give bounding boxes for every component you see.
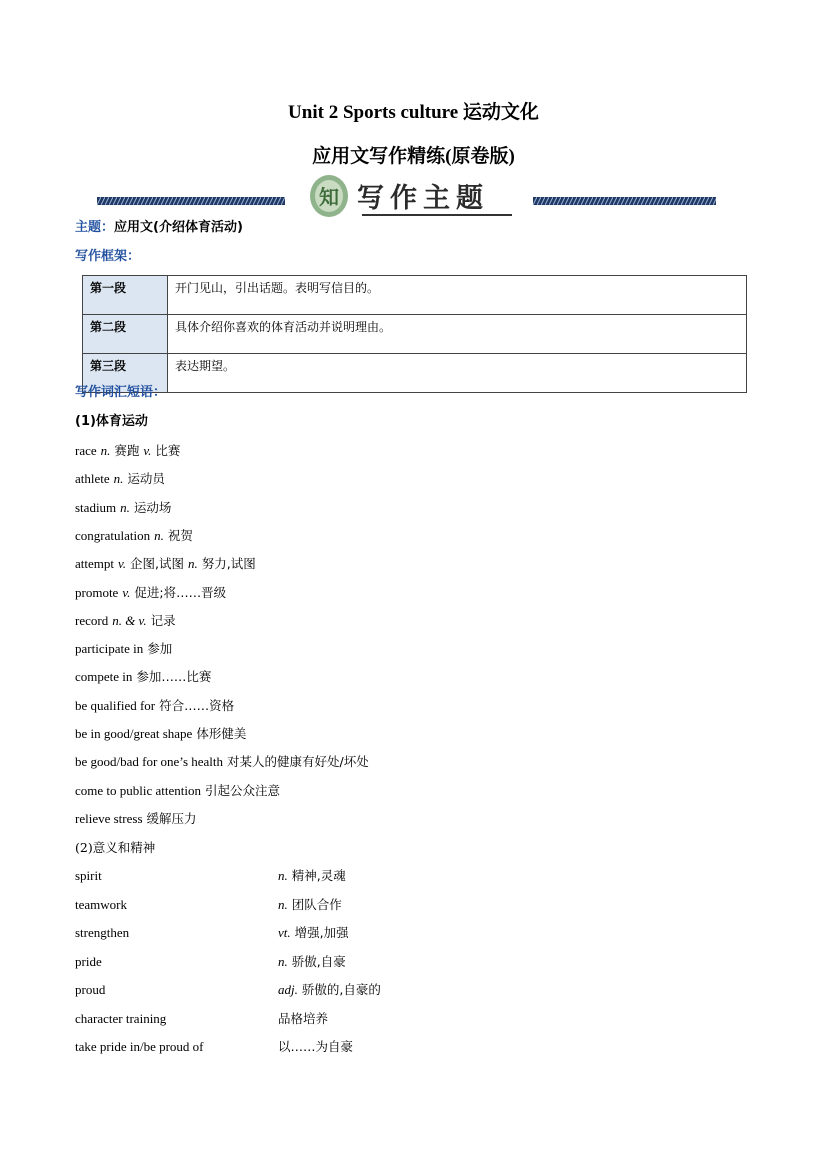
vocab-meaning: 运动员 [127,471,165,487]
list-item [75,811,197,827]
banner-underline [362,214,512,216]
vocab-meaning: 赛跑 [114,443,140,458]
vocab-meaning: 团队合作 [291,896,342,912]
list-item [75,443,180,459]
vocab-word: teamwork [75,896,127,912]
vocab-pos: n. [120,499,130,515]
vocab-definition [278,954,346,970]
banner-badge-text: 知 [319,185,339,209]
vocab-meaning: 骄傲,自豪 [291,953,346,969]
vocab-pos: n. [278,896,288,912]
framework-content: 具体介绍你喜欢的体育活动并说明理由。 [168,315,747,354]
framework-content: 开门见山，引出话题。表明写信目的。 [168,276,747,315]
vocab-heading: 写作词汇短语： [75,385,167,400]
vocab-meaning: 参加 [147,641,173,657]
framework-label: 第二段 [83,315,168,354]
table-row [83,276,747,315]
vocab-meaning: 以……为自豪 [278,1039,354,1054]
banner-title: 写作主题 [357,183,489,214]
vocab-meaning: 记录 [150,612,176,628]
vocab-definition [278,868,346,884]
vocab-pos: v. [143,443,152,458]
vocab-pos: n. [113,471,124,487]
vocab-pos: n. & v. [112,612,147,628]
theme-value: 应用文(介绍体育活动) [114,220,243,235]
list-item [75,1010,329,1027]
vocab-definition [278,1011,328,1027]
banner-badge-icon [308,172,350,222]
list-item [75,585,226,601]
list-item [75,783,280,799]
vocab-word: record [75,612,109,628]
list-item [75,953,346,970]
table-row [83,354,747,393]
vocab-word: take pride in/be proud of [75,1039,204,1054]
vocab-meaning: 骄傲的,自豪的 [301,982,381,997]
banner-stripe-left [97,197,285,205]
list-item [75,613,176,629]
list-item [75,528,193,544]
section2-heading: (2)意义和精神 [75,840,156,855]
list-item [75,726,246,742]
banner-stripe-right [533,197,716,205]
vocab-meaning: 引起公众注意 [204,782,280,798]
theme-line [75,220,243,236]
list-item [75,1039,354,1055]
vocab-pos: n. [278,953,288,969]
vocab-definition [278,925,349,941]
list-item [75,925,349,941]
vocab-word: spirit [75,868,102,883]
vocab-pos: n. [278,868,288,883]
vocab-word: be good/bad for one’s health [75,754,224,770]
vocab-word: congratulation [75,527,151,543]
list-item [75,896,342,913]
vocab-word: stadium [75,499,117,515]
vocab-pos: vt. [278,925,291,940]
list-item [75,471,165,487]
page-subtitle: 应用文写作精练(原卷版) [312,146,515,167]
vocab-meaning: 祝贺 [167,527,193,543]
vocab-pos: v. [122,584,131,600]
vocab-meaning: 比赛 [155,443,181,458]
vocab-word: athlete [75,471,110,487]
list-item [75,556,256,572]
list-item [75,641,172,657]
vocab-meaning: 对某人的健康有好处/坏处 [227,754,369,770]
list-item [75,500,171,516]
vocab-word: attempt [75,556,114,572]
vocab-word: compete in [75,669,133,685]
framework-table [82,275,747,393]
list-item [75,669,211,685]
vocab-word: promote [75,584,119,600]
vocab-definition [278,1039,353,1055]
vocab-word: come to public attention [75,782,201,798]
framework-heading: 写作框架： [75,249,141,264]
vocab-meaning: 努力,试图 [201,556,256,572]
vocab-word: be in good/great shape [75,726,193,741]
vocab-word: pride [75,953,102,969]
vocab-definition [278,897,342,913]
vocab-word: race [75,443,97,458]
vocab-pos: n. [100,443,111,458]
framework-label: 第三段 [83,354,168,393]
vocab-pos: adj. [278,982,298,997]
vocab-word: participate in [75,641,144,657]
vocab-pos: v. [117,556,127,572]
vocab-meaning: 缓解压力 [146,810,197,826]
vocab-meaning: 体形健美 [196,726,247,741]
vocab-word: relieve stress [75,810,143,826]
vocab-pos: n. [154,527,164,543]
framework-content: 表达期望。 [168,354,747,393]
list-item [75,868,346,884]
vocab-definition [278,982,381,998]
vocab-meaning: 促进;将……晋级 [134,584,227,600]
page-title: Unit 2 Sports culture 运动文化 [288,102,539,123]
vocab-pos: n. [188,556,198,572]
list-item [75,982,381,998]
table-row [83,315,747,354]
section1-heading: (1)体育运动 [75,414,148,429]
vocab-meaning: 精神,灵魂 [291,868,346,883]
vocab-word: proud [75,982,106,997]
theme-label: 主题： [75,220,115,235]
vocab-meaning: 品格培养 [278,1010,329,1026]
vocab-word: be qualified for [75,697,156,713]
vocab-word: strengthen [75,925,130,940]
vocab-word: character training [75,1010,167,1026]
vocab-meaning: 运动场 [133,499,172,515]
list-item [75,754,369,770]
list-item [75,698,234,714]
vocab-meaning: 符合……资格 [159,697,235,713]
vocab-meaning: 参加……比赛 [136,669,212,685]
vocab-meaning: 企图,试图 [130,556,185,572]
framework-label: 第一段 [83,276,168,315]
vocab-meaning: 增强,加强 [294,925,349,940]
